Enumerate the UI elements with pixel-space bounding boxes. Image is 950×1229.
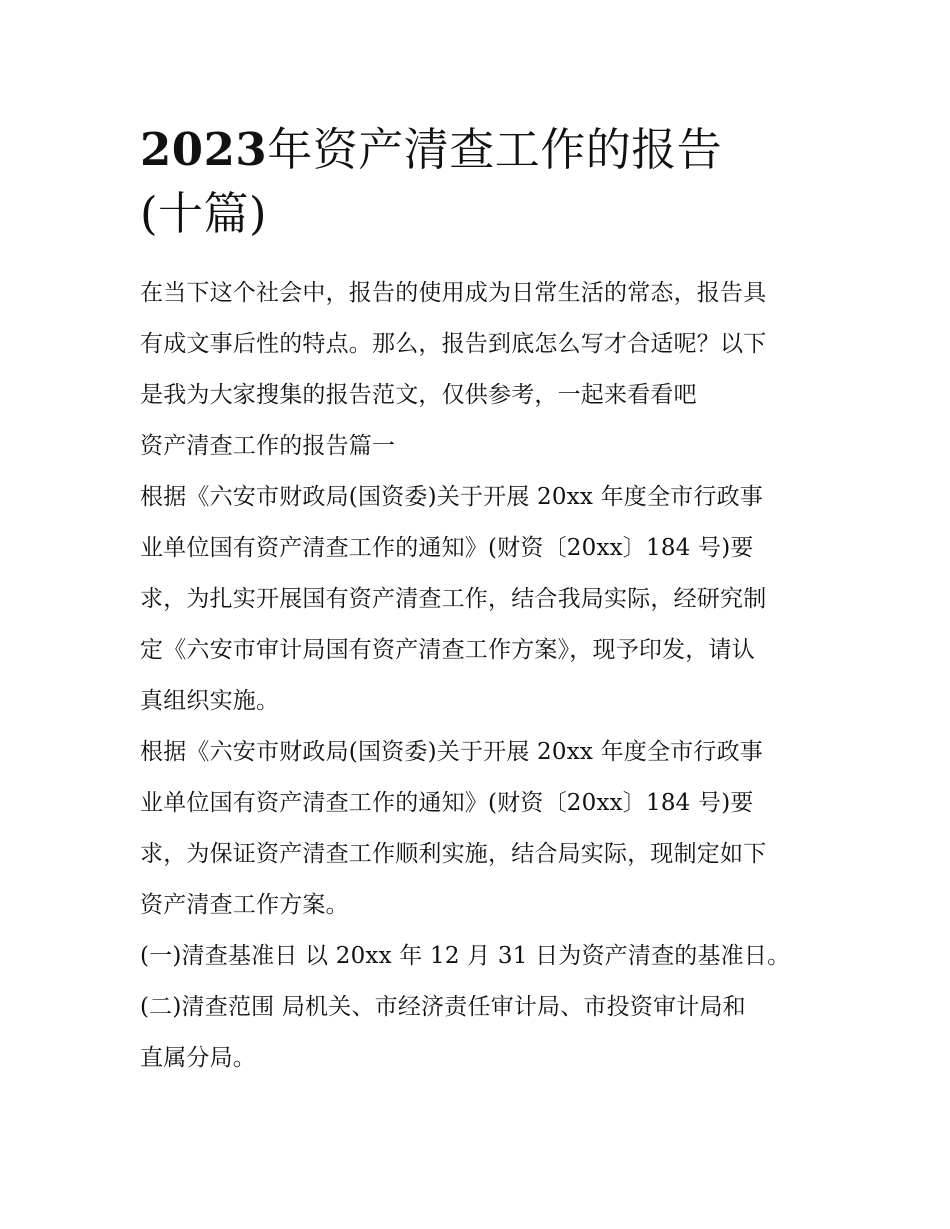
body-line: 真组织实施。	[140, 688, 280, 714]
title-text: 年资产清查工作的报告	[267, 123, 723, 176]
document-body	[140, 268, 812, 1084]
body-line: 业单位国有资产清查工作的通知》(财资〔20xx〕184 号)要	[140, 790, 754, 816]
title-year: 2023	[140, 123, 268, 176]
body-line: 业单位国有资产清查工作的通知》(财资〔20xx〕184 号)要	[140, 535, 754, 561]
body-line: (二)清查范围 局机关、市经济责任审计局、市投资审计局和	[140, 994, 746, 1020]
body-line: 直属分局。	[140, 1045, 256, 1071]
document-content	[140, 118, 812, 1084]
body-line: 在当下这个社会中，报告的使用成为日常生活的常态，报告具	[140, 280, 767, 306]
document-title	[140, 118, 812, 246]
body-line: 求，为保证资产清查工作顺利实施，结合局实际，现制定如下	[140, 841, 767, 867]
body-line: 有成文事后性的特点。那么，报告到底怎么写才合适呢？以下	[140, 331, 767, 357]
body-line: 求，为扎实开展国有资产清查工作，结合我局实际，经研究制	[140, 586, 767, 612]
title-line-1	[140, 118, 812, 182]
body-line: 定《六安市审计局国有资产清查工作方案》，现予印发，请认	[140, 637, 755, 663]
body-line: 根据《六安市财政局(国资委)关于开展 20xx 年度全市行政事	[140, 484, 763, 510]
body-line: 资产清查工作方案。	[140, 892, 349, 918]
body-line: (一)清查基准日 以 20xx 年 12 月 31 日为资产清查的基准日。	[140, 943, 791, 969]
body-line: 是我为大家搜集的报告范文，仅供参考，一起来看看吧	[140, 382, 697, 408]
body-line: 根据《六安市财政局(国资委)关于开展 20xx 年度全市行政事	[140, 739, 763, 765]
title-line-2: (十篇)	[140, 187, 268, 240]
section-heading: 资产清查工作的报告篇一	[140, 433, 396, 459]
